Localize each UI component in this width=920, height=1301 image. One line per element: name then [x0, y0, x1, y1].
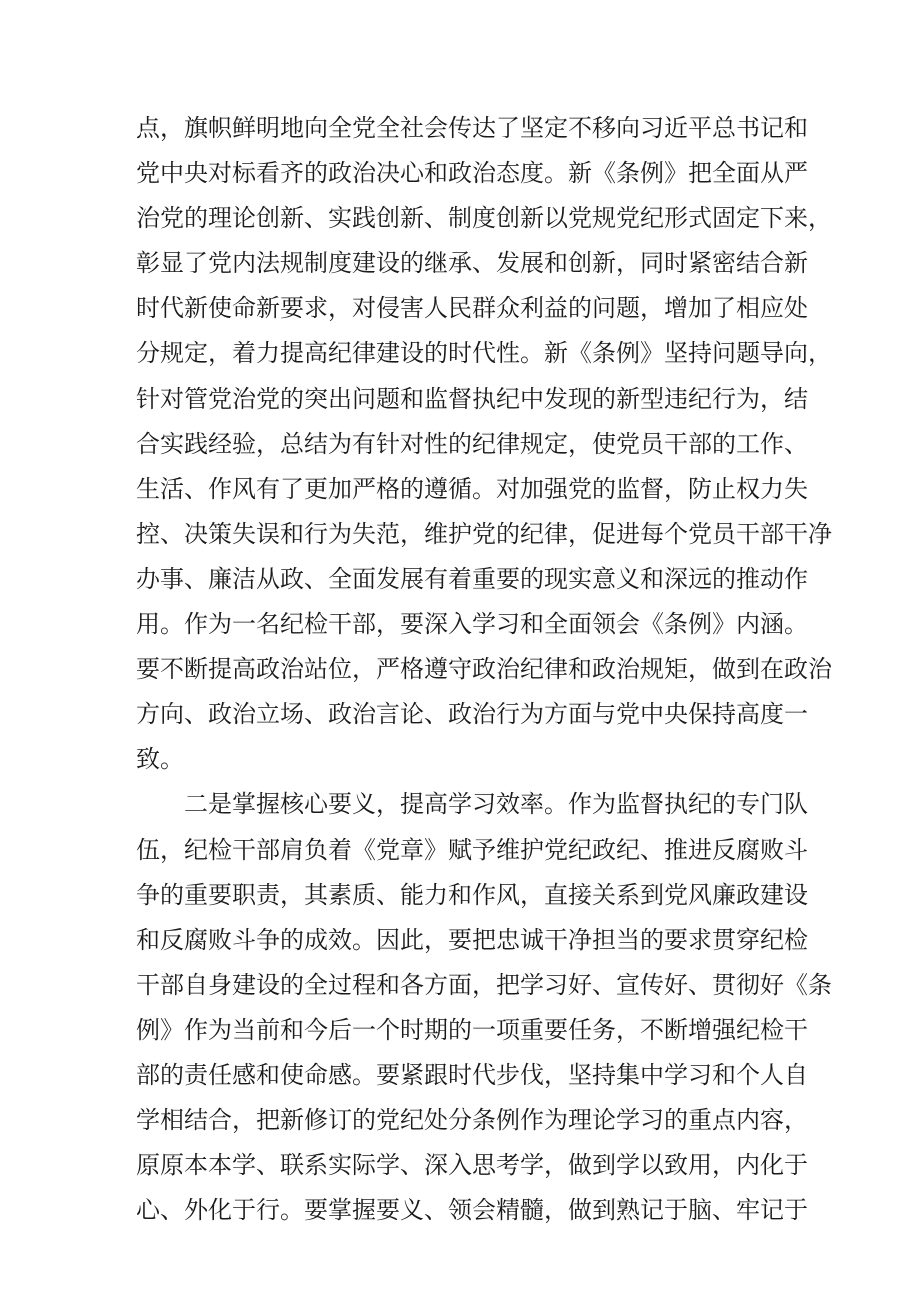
text-line: 和反腐败斗争的成效。因此，要把忠诚干净担当的要求贯穿纪检	[136, 925, 808, 954]
text-line: 二是掌握核心要义，提高学习效率。作为监督执纪的专门队	[184, 790, 808, 819]
text-line: 争的重要职责，其素质、能力和作风，直接关系到党风廉政建设	[136, 880, 808, 909]
text-line: 方向、政治立场、政治言论、政治行为方面与党中央保持高度一	[136, 700, 808, 729]
text-line: 心、外化于行。要掌握要义、领会精髓，做到熟记于脑、牢记于	[136, 1196, 808, 1225]
text-line: 彰显了党内法规制度建设的继承、发展和创新，同时紧密结合新	[136, 249, 808, 278]
paragraph-2	[136, 782, 832, 1233]
text-line: 部的责任感和使命感。要紧跟时代步伐，坚持集中学习和个人自	[136, 1060, 808, 1089]
text-line: 合实践经验，总结为有针对性的纪律规定，使党员干部的工作、	[136, 429, 808, 458]
text-line: 学相结合，把新修订的党纪处分条例作为理论学习的重点内容，	[136, 1106, 808, 1135]
text-line: 伍，纪检干部肩负着《党章》赋予维护党纪政纪、推进反腐败斗	[136, 835, 808, 864]
paragraph-1	[136, 106, 832, 782]
text-line: 控、决策失误和行为失范，维护党的纪律，促进每个党员干部干净	[136, 519, 832, 548]
text-line: 针对管党治党的突出问题和监督执纪中发现的新型违纪行为，结	[136, 384, 808, 413]
text-line: 干部自身建设的全过程和各方面，把学习好、宣传好、贯彻好《条	[136, 970, 832, 999]
text-line: 治党的理论创新、实践创新、制度创新以党规党纪形式固定下来，	[136, 204, 832, 233]
document-body	[136, 106, 832, 1233]
text-line: 分规定，着力提高纪律建设的时代性。新《条例》坚持问题导向，	[136, 339, 832, 368]
text-line: 办事、廉洁从政、全面发展有着重要的现实意义和深远的推动作	[136, 564, 808, 593]
text-line: 例》作为当前和今后一个时期的一项重要任务，不断增强纪检干	[136, 1015, 808, 1044]
text-line: 时代新使命新要求，对侵害人民群众利益的问题，增加了相应处	[136, 294, 808, 323]
text-line: 原原本本学、联系实际学、深入思考学，做到学以致用，内化于	[136, 1151, 808, 1180]
text-line: 党中央对标看齐的政治决心和政治态度。新《条例》把全面从严	[136, 159, 808, 188]
text-line: 用。作为一名纪检干部，要深入学习和全面领会《条例》内涵。	[136, 610, 808, 639]
text-line: 点，旗帜鲜明地向全党全社会传达了坚定不移向习近平总书记和	[136, 114, 808, 142]
text-line: 要不断提高政治站位，严格遵守政治纪律和政治规矩，做到在政治	[136, 655, 832, 684]
text-line: 生活、作风有了更加严格的遵循。对加强党的监督，防止权力失	[136, 474, 808, 503]
text-line: 致。	[136, 745, 184, 774]
